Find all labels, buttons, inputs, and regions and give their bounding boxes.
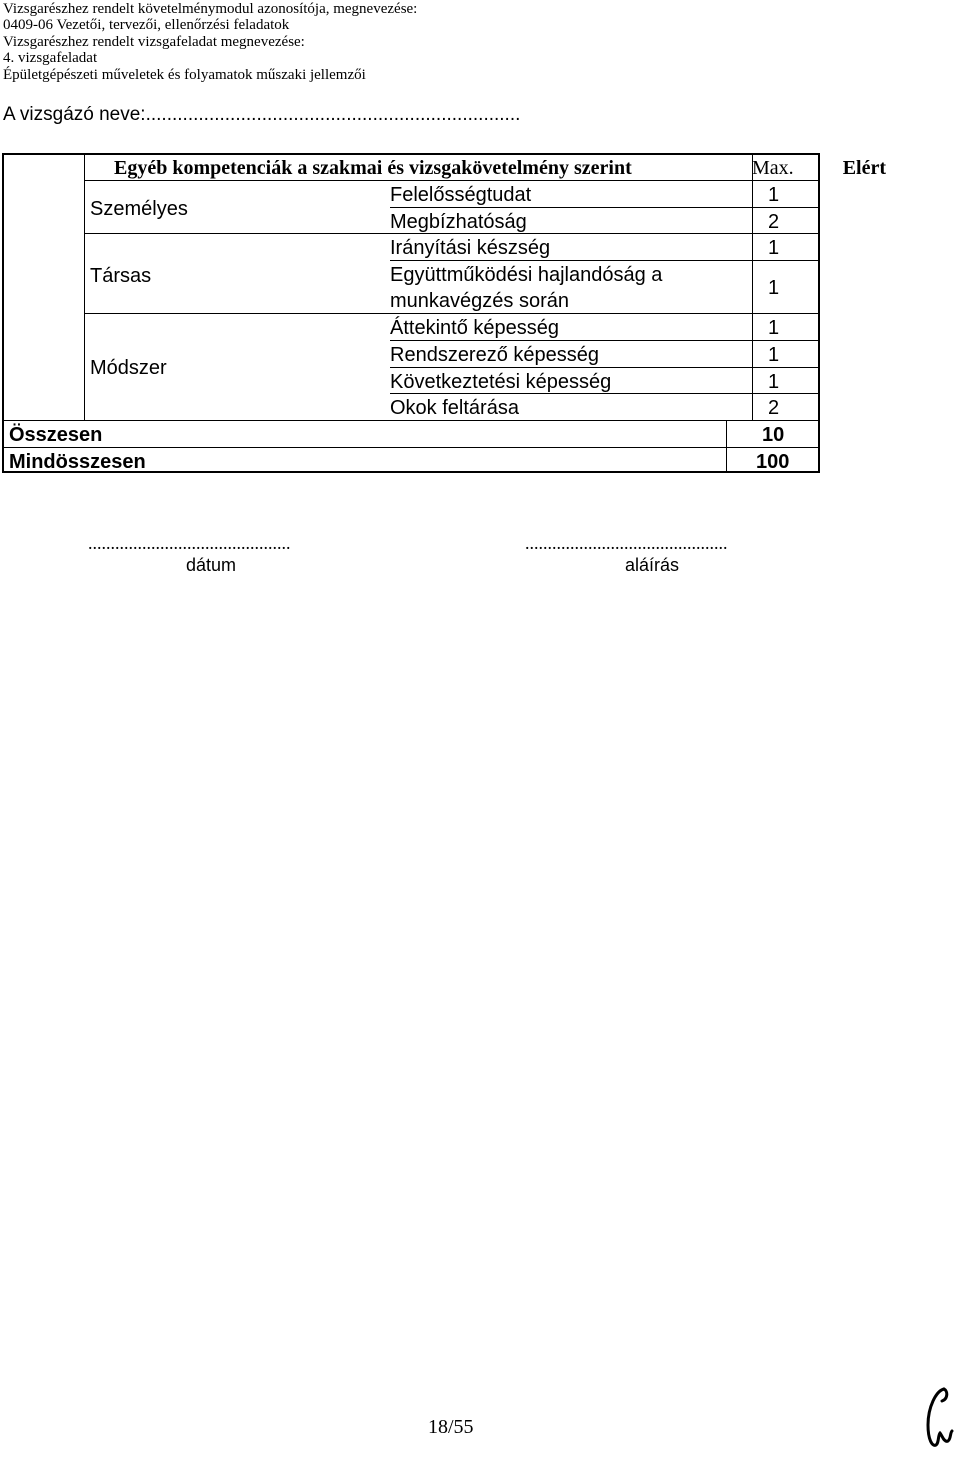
max-score: 1: [768, 371, 780, 393]
competency-label: Okok feltárása: [390, 397, 519, 419]
grand-total-value: 100: [756, 451, 790, 473]
competency-label: Rendszerező képesség: [390, 344, 600, 366]
date-label: dátum: [186, 555, 237, 575]
handwritten-mark-icon: [922, 1385, 956, 1451]
competency-label: Következtetési képesség: [390, 371, 612, 393]
candidate-name-line: [3, 104, 520, 126]
competency-label: Irányítási készség: [390, 237, 551, 259]
row-divider: [390, 207, 818, 208]
max-score: 2: [768, 211, 780, 233]
page-number: 18/55: [428, 1416, 474, 1438]
task-name: Épületgépészeti műveletek és folyamatok műszaki jellemzői: [3, 67, 366, 83]
row-divider: [84, 313, 818, 314]
elert-column-header: Elért: [842, 157, 886, 179]
candidate-name-label: A vizsgázó neve:: [3, 104, 146, 125]
task-label: Vizsgarészhez rendelt vizsgafeladat megnevezése:: [3, 34, 305, 50]
group-name: Személyes: [90, 198, 188, 220]
date-dots[interactable]: .............................................: [88, 533, 291, 553]
group-name: Társas: [90, 265, 152, 287]
total-value: 10: [762, 424, 785, 446]
grand-total-label: Mindösszesen: [9, 451, 146, 473]
signature-label: aláírás: [625, 555, 680, 575]
max-score: 1: [768, 237, 780, 259]
row-divider: [4, 420, 818, 421]
row-divider: [4, 447, 818, 448]
competency-table: [2, 153, 886, 473]
column-divider: [726, 420, 727, 471]
competency-label: Megbízhatóság: [390, 211, 527, 233]
signature-dots[interactable]: .............................................: [525, 533, 728, 553]
max-column-header: Max.: [752, 157, 794, 179]
table-title: Egyéb kompetenciák a szakmai és vizsgakövetelmény szerint: [114, 157, 632, 179]
max-score: 1: [768, 317, 780, 339]
row-divider: [390, 260, 818, 261]
competency-label-line1: Együttműködési hajlandóság a: [390, 264, 663, 286]
max-score: 2: [768, 397, 780, 419]
candidate-name-field[interactable]: .......................................................................: [145, 104, 521, 125]
module-label: Vizsgarészhez rendelt követelménymodul azonosítója, megnevezése:: [3, 1, 418, 17]
competency-label-line2: munkavégzés során: [390, 290, 569, 312]
column-divider: [752, 155, 753, 420]
column-divider: [84, 155, 85, 420]
max-score: 1: [768, 344, 780, 366]
max-score: 1: [768, 277, 780, 299]
row-divider: [84, 180, 818, 181]
module-id-name: 0409-06 Vezetői, tervezői, ellenőrzési feladatok: [3, 17, 290, 33]
competency-label: Áttekintő képesség: [390, 317, 559, 339]
total-label: Összesen: [9, 424, 103, 446]
max-score: 1: [768, 184, 780, 206]
group-name: Módszer: [90, 357, 167, 379]
task-number: 4. vizsgafeladat: [3, 50, 98, 66]
row-divider: [390, 367, 818, 368]
competency-label: Felelősségtudat: [390, 184, 532, 206]
row-divider: [390, 340, 818, 341]
